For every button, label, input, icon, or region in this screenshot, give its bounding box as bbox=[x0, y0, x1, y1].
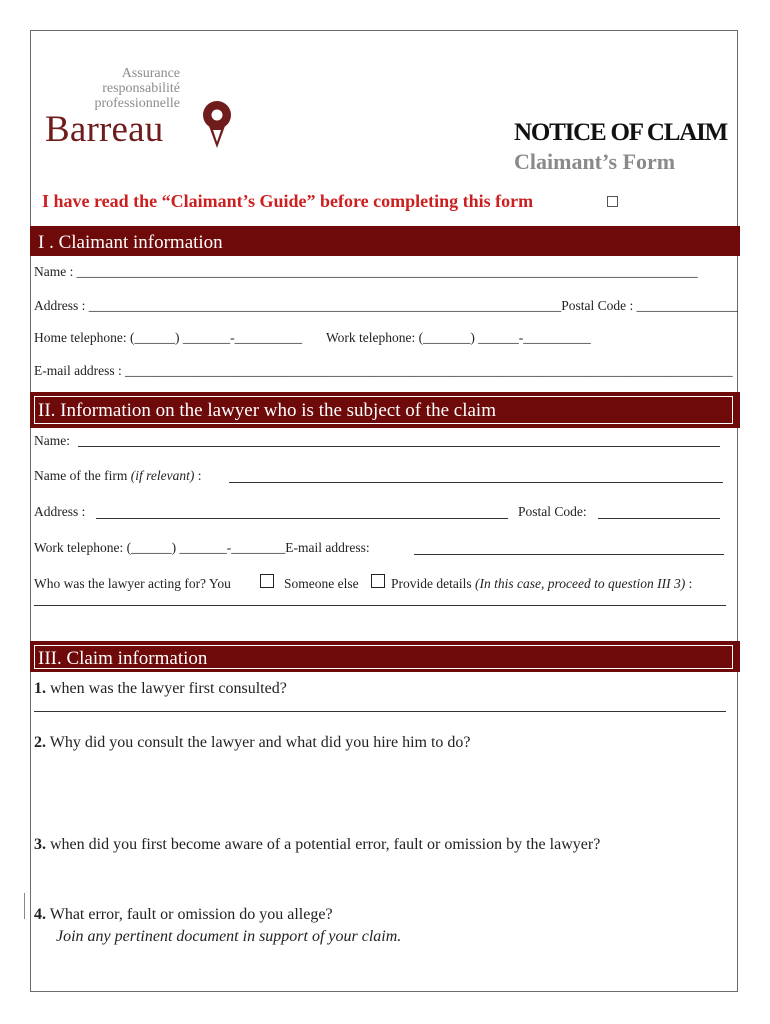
lawyer-email-input-line[interactable] bbox=[414, 554, 724, 555]
lawyer-address-label: Address : bbox=[34, 504, 86, 519]
question-2 bbox=[34, 734, 471, 752]
question-4-note: Join any pertinent document in support of your claim. bbox=[56, 928, 402, 945]
acting-for-you-checkbox[interactable] bbox=[260, 574, 274, 588]
lawyer-postal-input-line[interactable] bbox=[598, 518, 720, 519]
question-4-text: What error, fault or omission do you allege? bbox=[49, 906, 333, 923]
guide-read-checkbox[interactable] bbox=[607, 196, 618, 207]
provide-details-colon: : bbox=[688, 576, 693, 591]
claimant-work-telephone-field[interactable]: Work telephone: (_______) ______-__________ bbox=[326, 330, 591, 345]
claimant-home-telephone-field[interactable]: Home telephone: (______) _______-__________ bbox=[34, 330, 303, 345]
guide-statement: I have read the “Claimant’s Guide” before completing this form bbox=[42, 191, 534, 211]
provide-details-input-line[interactable] bbox=[34, 605, 726, 606]
claimant-name-field[interactable]: Name : ____________________________________________________________________________________________ bbox=[34, 264, 698, 279]
question-2-number: 2. bbox=[34, 734, 46, 751]
claimant-address-field[interactable]: Address : ______________________________________________________________________Postal Code : _______________ bbox=[34, 298, 738, 313]
logo-line-responsabilite: responsabilité bbox=[102, 81, 180, 96]
question-1-number: 1. bbox=[34, 680, 46, 697]
question-3-text: when did you first become aware of a potential error, fault or omission by the lawyer? bbox=[50, 836, 601, 853]
lawyer-name-label: Name: bbox=[34, 433, 70, 448]
lawyer-firm-input-line[interactable] bbox=[229, 482, 723, 483]
acting-for-someone-else-label: Someone else bbox=[284, 576, 359, 591]
question-3 bbox=[34, 836, 600, 854]
question-4-number: 4. bbox=[34, 906, 46, 923]
section1-heading: I . Claimant information bbox=[38, 232, 223, 253]
question-2-text: Why did you consult the lawyer and what did you hire him to do? bbox=[49, 734, 471, 751]
question-1 bbox=[34, 680, 287, 698]
lawyer-firm-label bbox=[34, 468, 201, 484]
acting-for-label: Who was the lawyer acting for? You bbox=[34, 576, 231, 591]
provide-details-text: Provide details bbox=[391, 576, 472, 591]
lawyer-name-input-line[interactable] bbox=[78, 446, 720, 447]
lawyer-work-telephone-field[interactable]: Work telephone: (______) _______-________E-mail address: bbox=[34, 540, 370, 555]
lawyer-postal-label: Postal Code: bbox=[518, 504, 587, 519]
acting-for-someone-else-checkbox[interactable] bbox=[371, 574, 385, 588]
firm-label-colon: : bbox=[197, 468, 202, 483]
question-1-answer-line[interactable] bbox=[34, 711, 726, 712]
firm-label-text: Name of the firm bbox=[34, 468, 128, 483]
keyhole-seal-icon bbox=[198, 100, 236, 150]
firm-label-note: (if relevant) bbox=[130, 468, 195, 483]
form-subtitle: Claimant’s Form bbox=[514, 149, 676, 174]
question-3-number: 3. bbox=[34, 836, 46, 853]
question-1-text: when was the lawyer first consulted? bbox=[50, 680, 287, 697]
section2-heading: II. Information on the lawyer who is the subject of the claim bbox=[38, 400, 496, 421]
logo-line-professionnelle: professionnelle bbox=[94, 96, 180, 111]
text-cursor bbox=[24, 893, 25, 919]
logo-line-assurance: Assurance bbox=[121, 66, 180, 81]
provide-details-note: (In this case, proceed to question III 3) bbox=[475, 576, 686, 591]
lawyer-address-input-line[interactable] bbox=[96, 518, 508, 519]
question-4 bbox=[34, 906, 333, 924]
claimant-email-field[interactable]: E-mail address : __________________________________________________________________________________________ bbox=[34, 363, 733, 378]
logo-brand: Barreau bbox=[45, 109, 164, 150]
section3-heading: III. Claim information bbox=[38, 648, 208, 669]
provide-details-label bbox=[391, 576, 692, 592]
form-title: NOTICE OF CLAIM bbox=[514, 119, 728, 146]
